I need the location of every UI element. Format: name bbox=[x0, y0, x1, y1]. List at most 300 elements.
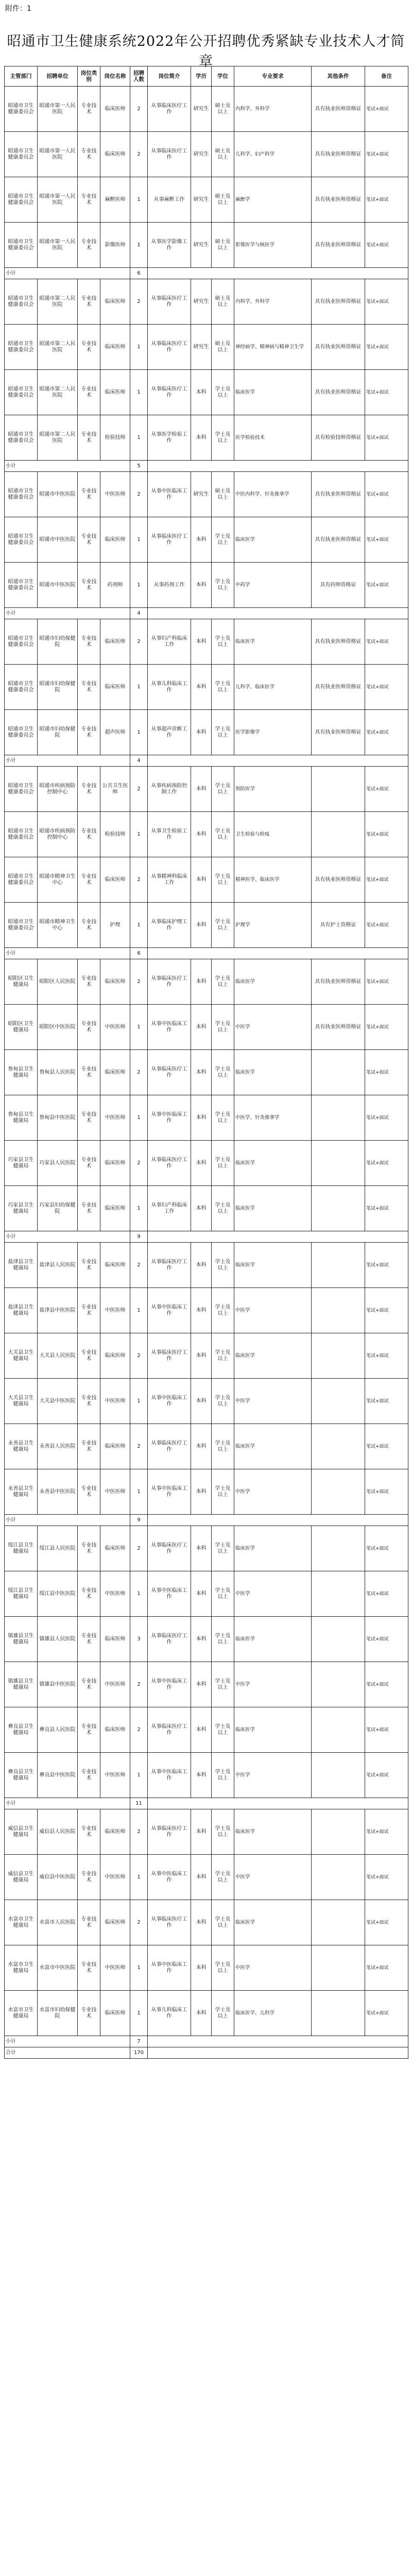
cell-education: 本科 bbox=[191, 1991, 212, 2036]
cell-note: 笔试+面试 bbox=[365, 1945, 408, 1991]
table-row bbox=[5, 1707, 408, 1753]
cell-unit: 昭阳区人民医院 bbox=[38, 959, 78, 1005]
cell-conditions: 具有执业医师资格证 bbox=[312, 665, 365, 710]
cell-dept: 大关县卫生健康局 bbox=[5, 1333, 38, 1379]
header-cell: 备注 bbox=[365, 66, 408, 87]
cell-count: 2 bbox=[130, 1707, 148, 1753]
cell-degree: 硕士及以上 bbox=[212, 132, 234, 177]
cell-category: 专业技术 bbox=[78, 325, 100, 370]
cell-intro: 从事临床医疗工作 bbox=[148, 370, 191, 415]
cell-dept: 昭通市卫生健康委员会 bbox=[5, 177, 38, 223]
cell-dept: 镇雄县卫生健康局 bbox=[5, 1617, 38, 1662]
cell-category: 专业技术 bbox=[78, 1662, 100, 1707]
cell-education: 本科 bbox=[191, 1855, 212, 1900]
cell-count: 1 bbox=[130, 325, 148, 370]
cell-degree: 学士及以上 bbox=[212, 517, 234, 563]
table-row bbox=[5, 710, 408, 755]
cell-degree: 硕士及以上 bbox=[212, 87, 234, 132]
cell-position: 中医医师 bbox=[100, 1469, 130, 1515]
cell-degree: 学士及以上 bbox=[212, 1424, 234, 1469]
cell-education: 本科 bbox=[191, 959, 212, 1005]
cell-count: 2 bbox=[130, 1526, 148, 1571]
cell-note: 笔试+面试 bbox=[365, 1526, 408, 1571]
cell-count: 2 bbox=[130, 132, 148, 177]
cell-education: 本科 bbox=[191, 857, 212, 903]
table-row bbox=[5, 325, 408, 370]
table-row bbox=[5, 857, 408, 903]
cell-intro: 从事疾病预防控制工作 bbox=[148, 767, 191, 812]
cell-major: 临床医学 bbox=[234, 1424, 312, 1469]
cell-conditions: 具有护士资格证 bbox=[312, 903, 365, 948]
cell-category: 专业技术 bbox=[78, 619, 100, 665]
cell-note: 笔试+面试 bbox=[365, 1571, 408, 1617]
cell-position: 超声医师 bbox=[100, 710, 130, 755]
cell-degree: 学士及以上 bbox=[212, 1005, 234, 1050]
table-row bbox=[5, 903, 408, 948]
cell-education: 本科 bbox=[191, 1050, 212, 1095]
page-title: 昭通市卫生健康系统2022年公开招聘优秀紧缺专业技术人才简章 bbox=[7, 33, 405, 70]
total-label: 合计 bbox=[5, 2047, 130, 2059]
subtotal-filler bbox=[148, 1231, 408, 1243]
cell-unit: 昭通市妇幼保健院 bbox=[38, 619, 78, 665]
cell-position: 临床医师 bbox=[100, 1617, 130, 1662]
cell-dept: 昭通市卫生健康委员会 bbox=[5, 472, 38, 517]
subtotal-value: 4 bbox=[130, 755, 148, 767]
cell-count: 1 bbox=[130, 812, 148, 857]
cell-conditions: 具有执业医师资格证 bbox=[312, 325, 365, 370]
table-row bbox=[5, 1945, 408, 1991]
subtotal-value: 6 bbox=[130, 268, 148, 279]
cell-education: 本科 bbox=[191, 619, 212, 665]
cell-dept: 昭通市卫生健康委员会 bbox=[5, 415, 38, 461]
cell-degree: 硕士及以上 bbox=[212, 223, 234, 268]
subtotal-label: 小计 bbox=[5, 268, 130, 279]
subtotal-label: 小计 bbox=[5, 608, 130, 619]
cell-unit: 巧家县人民医院 bbox=[38, 1141, 78, 1186]
cell-education: 本科 bbox=[191, 1945, 212, 1991]
cell-conditions bbox=[312, 767, 365, 812]
cell-position: 临床医师 bbox=[100, 665, 130, 710]
cell-position: 中医医师 bbox=[100, 1855, 130, 1900]
cell-category: 专业技术 bbox=[78, 1288, 100, 1333]
cell-intro: 从事中医临床工作 bbox=[148, 472, 191, 517]
cell-education: 本科 bbox=[191, 1379, 212, 1424]
cell-dept: 巧家县卫生健康局 bbox=[5, 1186, 38, 1231]
cell-category: 专业技术 bbox=[78, 1855, 100, 1900]
table-row bbox=[5, 1243, 408, 1288]
subtotal-row bbox=[5, 608, 408, 619]
cell-degree: 学士及以上 bbox=[212, 857, 234, 903]
cell-dept: 昭通市卫生健康委员会 bbox=[5, 767, 38, 812]
cell-degree: 学士及以上 bbox=[212, 1526, 234, 1571]
cell-category: 专业技术 bbox=[78, 1571, 100, 1617]
attachment-label: 附件：1 bbox=[5, 5, 31, 13]
cell-conditions: 具有执业医师资格证 bbox=[312, 517, 365, 563]
table-row bbox=[5, 472, 408, 517]
cell-dept: 威信县卫生健康局 bbox=[5, 1855, 38, 1900]
cell-unit: 威信县中医医院 bbox=[38, 1855, 78, 1900]
cell-note: 笔试+面试 bbox=[365, 415, 408, 461]
cell-unit: 绥江县中医医院 bbox=[38, 1571, 78, 1617]
cell-unit: 昭通市第一人民医院 bbox=[38, 87, 78, 132]
cell-count: 2 bbox=[130, 1424, 148, 1469]
cell-dept: 昭通市卫生健康委员会 bbox=[5, 223, 38, 268]
cell-position: 中医医师 bbox=[100, 1945, 130, 1991]
table-row bbox=[5, 177, 408, 223]
cell-position: 检验技师 bbox=[100, 415, 130, 461]
table-row bbox=[5, 563, 408, 608]
cell-unit: 彝良县中医医院 bbox=[38, 1753, 78, 1798]
table-row bbox=[5, 1095, 408, 1141]
cell-education: 本科 bbox=[191, 1141, 212, 1186]
cell-education: 研究生 bbox=[191, 325, 212, 370]
cell-conditions: 具有执业医师资格证 bbox=[312, 959, 365, 1005]
cell-position: 临床医师 bbox=[100, 1526, 130, 1571]
cell-conditions bbox=[312, 1288, 365, 1333]
cell-major: 中药学 bbox=[234, 563, 312, 608]
cell-degree: 学士及以上 bbox=[212, 959, 234, 1005]
cell-degree: 学士及以上 bbox=[212, 1753, 234, 1798]
cell-major: 麻醉学 bbox=[234, 177, 312, 223]
cell-unit: 昭通市精神卫生中心 bbox=[38, 857, 78, 903]
cell-position: 临床医师 bbox=[100, 1243, 130, 1288]
cell-intro: 从事临床医疗工作 bbox=[148, 1617, 191, 1662]
cell-degree: 学士及以上 bbox=[212, 710, 234, 755]
cell-count: 1 bbox=[130, 563, 148, 608]
cell-conditions bbox=[312, 1526, 365, 1571]
cell-note: 笔试+面试 bbox=[365, 1095, 408, 1141]
cell-category: 专业技术 bbox=[78, 223, 100, 268]
cell-unit: 镇雄县中医医院 bbox=[38, 1662, 78, 1707]
cell-conditions: 具有执业医师资格证 bbox=[312, 472, 365, 517]
header-row bbox=[5, 66, 408, 87]
cell-intro: 从事妇产科临床工作 bbox=[148, 619, 191, 665]
cell-count: 1 bbox=[130, 1469, 148, 1515]
cell-dept: 昭通市卫生健康委员会 bbox=[5, 563, 38, 608]
cell-category: 专业技术 bbox=[78, 1379, 100, 1424]
cell-dept: 昭通市卫生健康委员会 bbox=[5, 710, 38, 755]
cell-category: 专业技术 bbox=[78, 959, 100, 1005]
cell-category: 专业技术 bbox=[78, 1333, 100, 1379]
cell-dept: 巧家县卫生健康局 bbox=[5, 1141, 38, 1186]
cell-count: 2 bbox=[130, 619, 148, 665]
cell-note: 笔试+面试 bbox=[365, 177, 408, 223]
table-row bbox=[5, 1617, 408, 1662]
cell-count: 1 bbox=[130, 1095, 148, 1141]
cell-unit: 镇雄县人民医院 bbox=[38, 1617, 78, 1662]
subtotal-label: 小计 bbox=[5, 948, 130, 959]
cell-major: 护理学 bbox=[234, 903, 312, 948]
cell-education: 研究生 bbox=[191, 132, 212, 177]
cell-position: 中医医师 bbox=[100, 472, 130, 517]
cell-education: 本科 bbox=[191, 563, 212, 608]
cell-conditions: 具有执业医师资格证 bbox=[312, 857, 365, 903]
cell-major: 神经病学、精神病与精神卫生学 bbox=[234, 325, 312, 370]
cell-category: 专业技术 bbox=[78, 1753, 100, 1798]
cell-note: 笔试+面试 bbox=[365, 1809, 408, 1855]
cell-education: 本科 bbox=[191, 1707, 212, 1753]
cell-dept: 绥江县卫生健康局 bbox=[5, 1526, 38, 1571]
cell-position: 临床医师 bbox=[100, 132, 130, 177]
cell-position: 中医医师 bbox=[100, 1662, 130, 1707]
cell-intro: 从事中医临床工作 bbox=[148, 1005, 191, 1050]
cell-intro: 从事儿科临床工作 bbox=[148, 665, 191, 710]
cell-major: 中医学 bbox=[234, 1945, 312, 1991]
cell-degree: 学士及以上 bbox=[212, 1141, 234, 1186]
cell-conditions bbox=[312, 1469, 365, 1515]
table-row bbox=[5, 1424, 408, 1469]
header-cell: 主管部门 bbox=[5, 66, 38, 87]
cell-major: 儿科学、临床医学 bbox=[234, 665, 312, 710]
cell-note: 笔试+面试 bbox=[365, 472, 408, 517]
cell-major: 中医学 bbox=[234, 1855, 312, 1900]
cell-dept: 水富市卫生健康局 bbox=[5, 1945, 38, 1991]
cell-count: 2 bbox=[130, 87, 148, 132]
cell-dept: 鲁甸县卫生健康局 bbox=[5, 1050, 38, 1095]
cell-dept: 盐津县卫生健康局 bbox=[5, 1243, 38, 1288]
cell-conditions: 具有执业医师资格证 bbox=[312, 87, 365, 132]
cell-education: 研究生 bbox=[191, 472, 212, 517]
cell-major: 中医内科学、针灸推拿学 bbox=[234, 472, 312, 517]
cell-position: 中医医师 bbox=[100, 1095, 130, 1141]
cell-note: 笔试+面试 bbox=[365, 1469, 408, 1515]
cell-education: 本科 bbox=[191, 1571, 212, 1617]
cell-unit: 昭通市中医医院 bbox=[38, 563, 78, 608]
cell-category: 专业技术 bbox=[78, 1707, 100, 1753]
cell-conditions bbox=[312, 1900, 365, 1945]
table-body bbox=[5, 87, 408, 2059]
cell-dept: 镇雄县卫生健康局 bbox=[5, 1662, 38, 1707]
cell-unit: 昭通市第一人民医院 bbox=[38, 223, 78, 268]
cell-count: 2 bbox=[130, 472, 148, 517]
cell-count: 2 bbox=[130, 857, 148, 903]
cell-dept: 昭通市卫生健康委员会 bbox=[5, 903, 38, 948]
cell-intro: 从事临床医疗工作 bbox=[148, 279, 191, 325]
cell-degree: 学士及以上 bbox=[212, 1991, 234, 2036]
cell-count: 1 bbox=[130, 1991, 148, 2036]
cell-major: 中医学 bbox=[234, 1288, 312, 1333]
cell-dept: 水富市卫生健康局 bbox=[5, 1900, 38, 1945]
cell-major: 内科学、外科学 bbox=[234, 279, 312, 325]
cell-education: 本科 bbox=[191, 1662, 212, 1707]
cell-position: 公共卫生医师 bbox=[100, 767, 130, 812]
header-cell: 学位 bbox=[212, 66, 234, 87]
cell-education: 本科 bbox=[191, 517, 212, 563]
cell-education: 本科 bbox=[191, 1809, 212, 1855]
cell-unit: 盐津县人民医院 bbox=[38, 1243, 78, 1288]
cell-count: 1 bbox=[130, 415, 148, 461]
table-row bbox=[5, 812, 408, 857]
cell-category: 专业技术 bbox=[78, 710, 100, 755]
cell-category: 专业技术 bbox=[78, 132, 100, 177]
cell-conditions: 具有药师资格证 bbox=[312, 563, 365, 608]
cell-major: 临床医学 bbox=[234, 1526, 312, 1571]
table-row bbox=[5, 415, 408, 461]
cell-note: 笔试+面试 bbox=[365, 903, 408, 948]
cell-intro: 从事中医临床工作 bbox=[148, 1469, 191, 1515]
cell-dept: 昭通市卫生健康委员会 bbox=[5, 857, 38, 903]
cell-conditions: 具有执业医师资格证 bbox=[312, 279, 365, 325]
cell-note: 笔试+面试 bbox=[365, 563, 408, 608]
subtotal-filler bbox=[148, 461, 408, 472]
cell-dept: 盐津县卫生健康局 bbox=[5, 1288, 38, 1333]
cell-unit: 彝良县人民医院 bbox=[38, 1707, 78, 1753]
cell-note: 笔试+面试 bbox=[365, 1707, 408, 1753]
cell-dept: 大关县卫生健康局 bbox=[5, 1379, 38, 1424]
cell-major: 医学检验技术 bbox=[234, 415, 312, 461]
cell-intro: 从事临床护理工作 bbox=[148, 903, 191, 948]
recruitment-table bbox=[4, 66, 408, 2059]
cell-degree: 学士及以上 bbox=[212, 1900, 234, 1945]
subtotal-value: 9 bbox=[130, 1515, 148, 1526]
cell-intro: 从事临床医疗工作 bbox=[148, 1141, 191, 1186]
cell-count: 1 bbox=[130, 665, 148, 710]
subtotal-row bbox=[5, 948, 408, 959]
subtotal-filler bbox=[148, 1515, 408, 1526]
table-row bbox=[5, 132, 408, 177]
cell-degree: 学士及以上 bbox=[212, 903, 234, 948]
table-row bbox=[5, 517, 408, 563]
cell-intro: 从事临床医疗工作 bbox=[148, 1526, 191, 1571]
cell-conditions: 具有执业医师资格证 bbox=[312, 619, 365, 665]
subtotal-filler bbox=[148, 755, 408, 767]
table-row bbox=[5, 1991, 408, 2036]
cell-position: 临床医师 bbox=[100, 279, 130, 325]
cell-major: 中医学 bbox=[234, 1469, 312, 1515]
table-row bbox=[5, 370, 408, 415]
subtotal-filler bbox=[148, 268, 408, 279]
cell-count: 1 bbox=[130, 1571, 148, 1617]
table-row bbox=[5, 1900, 408, 1945]
cell-position: 中医医师 bbox=[100, 1379, 130, 1424]
cell-major: 临床医学、儿科学 bbox=[234, 1991, 312, 2036]
subtotal-value: 9 bbox=[130, 1231, 148, 1243]
cell-intro: 从事临床医疗工作 bbox=[148, 1243, 191, 1288]
cell-intro: 从事临床医疗工作 bbox=[148, 325, 191, 370]
cell-degree: 学士及以上 bbox=[212, 370, 234, 415]
cell-conditions bbox=[312, 1095, 365, 1141]
cell-intro: 从事临床医疗工作 bbox=[148, 1424, 191, 1469]
cell-conditions bbox=[312, 1809, 365, 1855]
cell-position: 临床医师 bbox=[100, 370, 130, 415]
cell-intro: 从事药剂工作 bbox=[148, 563, 191, 608]
cell-dept: 威信县卫生健康局 bbox=[5, 1809, 38, 1855]
cell-note: 笔试+面试 bbox=[365, 223, 408, 268]
cell-count: 2 bbox=[130, 1050, 148, 1095]
cell-conditions bbox=[312, 1186, 365, 1231]
cell-intro: 从事临床医疗工作 bbox=[148, 517, 191, 563]
cell-position: 临床医师 bbox=[100, 517, 130, 563]
cell-note: 笔试+面试 bbox=[365, 959, 408, 1005]
cell-degree: 学士及以上 bbox=[212, 1333, 234, 1379]
cell-degree: 学士及以上 bbox=[212, 812, 234, 857]
subtotal-value: 5 bbox=[130, 461, 148, 472]
cell-count: 1 bbox=[130, 1945, 148, 1991]
cell-count: 2 bbox=[130, 1809, 148, 1855]
cell-count: 1 bbox=[130, 710, 148, 755]
cell-major: 影像医学与核医学 bbox=[234, 223, 312, 268]
cell-dept: 昭通市卫生健康委员会 bbox=[5, 812, 38, 857]
cell-category: 专业技术 bbox=[78, 1526, 100, 1571]
cell-major: 临床医学 bbox=[234, 517, 312, 563]
cell-category: 专业技术 bbox=[78, 903, 100, 948]
header-cell: 招聘单位 bbox=[38, 66, 78, 87]
table-header bbox=[5, 66, 408, 87]
cell-position: 临床医师 bbox=[100, 1991, 130, 2036]
cell-major: 临床医学 bbox=[234, 1186, 312, 1231]
cell-education: 本科 bbox=[191, 1186, 212, 1231]
cell-position: 临床医师 bbox=[100, 1809, 130, 1855]
cell-degree: 学士及以上 bbox=[212, 1662, 234, 1707]
cell-conditions bbox=[312, 812, 365, 857]
cell-education: 研究生 bbox=[191, 177, 212, 223]
cell-major: 中医学 bbox=[234, 1379, 312, 1424]
cell-position: 中医医师 bbox=[100, 1571, 130, 1617]
cell-intro: 从事中医临床工作 bbox=[148, 1662, 191, 1707]
cell-intro: 从事中医临床工作 bbox=[148, 1571, 191, 1617]
cell-category: 专业技术 bbox=[78, 665, 100, 710]
cell-note: 笔试+面试 bbox=[365, 710, 408, 755]
cell-count: 2 bbox=[130, 1333, 148, 1379]
cell-intro: 从事临床医疗工作 bbox=[148, 1333, 191, 1379]
table-row bbox=[5, 1855, 408, 1900]
cell-conditions: 具有执业医师资格证 bbox=[312, 1005, 365, 1050]
cell-conditions: 具有执业医师资格证 bbox=[312, 132, 365, 177]
cell-dept: 水富市卫生健康局 bbox=[5, 1991, 38, 2036]
cell-unit: 昭阳区中医医院 bbox=[38, 1005, 78, 1050]
subtotal-value: 11 bbox=[130, 1798, 148, 1809]
cell-category: 专业技术 bbox=[78, 857, 100, 903]
cell-category: 专业技术 bbox=[78, 1424, 100, 1469]
subtotal-label: 小计 bbox=[5, 2036, 130, 2047]
subtotal-filler bbox=[148, 948, 408, 959]
cell-major: 预防医学 bbox=[234, 767, 312, 812]
cell-intro: 从事精神科临床工作 bbox=[148, 857, 191, 903]
cell-degree: 学士及以上 bbox=[212, 767, 234, 812]
cell-degree: 学士及以上 bbox=[212, 619, 234, 665]
header-cell: 招聘人数 bbox=[130, 66, 148, 87]
cell-position: 中医医师 bbox=[100, 1753, 130, 1798]
cell-note: 笔试+面试 bbox=[365, 1379, 408, 1424]
cell-degree: 学士及以上 bbox=[212, 1571, 234, 1617]
cell-position: 影像医师 bbox=[100, 223, 130, 268]
cell-education: 本科 bbox=[191, 767, 212, 812]
cell-intro: 从事超声诊断工作 bbox=[148, 710, 191, 755]
cell-unit: 大关县中医医院 bbox=[38, 1379, 78, 1424]
subtotal-row bbox=[5, 461, 408, 472]
cell-major: 中医学 bbox=[234, 1753, 312, 1798]
subtotal-row bbox=[5, 2036, 408, 2047]
cell-position: 临床医师 bbox=[100, 1186, 130, 1231]
cell-dept: 永善县卫生健康局 bbox=[5, 1469, 38, 1515]
subtotal-label: 小计 bbox=[5, 1798, 130, 1809]
table-row bbox=[5, 767, 408, 812]
table-row bbox=[5, 87, 408, 132]
cell-note: 笔试+面试 bbox=[365, 87, 408, 132]
table-row bbox=[5, 1753, 408, 1798]
cell-count: 2 bbox=[130, 767, 148, 812]
cell-unit: 水富市妇幼保健院 bbox=[38, 1991, 78, 2036]
cell-intro: 从事麻醉工作 bbox=[148, 177, 191, 223]
cell-education: 本科 bbox=[191, 415, 212, 461]
cell-major: 中医学 bbox=[234, 1662, 312, 1707]
cell-degree: 学士及以上 bbox=[212, 1379, 234, 1424]
header-cell: 专业要求 bbox=[234, 66, 312, 87]
subtotal-row bbox=[5, 1231, 408, 1243]
cell-degree: 硕士及以上 bbox=[212, 177, 234, 223]
cell-unit: 昭通市第一人民医院 bbox=[38, 132, 78, 177]
table-row bbox=[5, 223, 408, 268]
